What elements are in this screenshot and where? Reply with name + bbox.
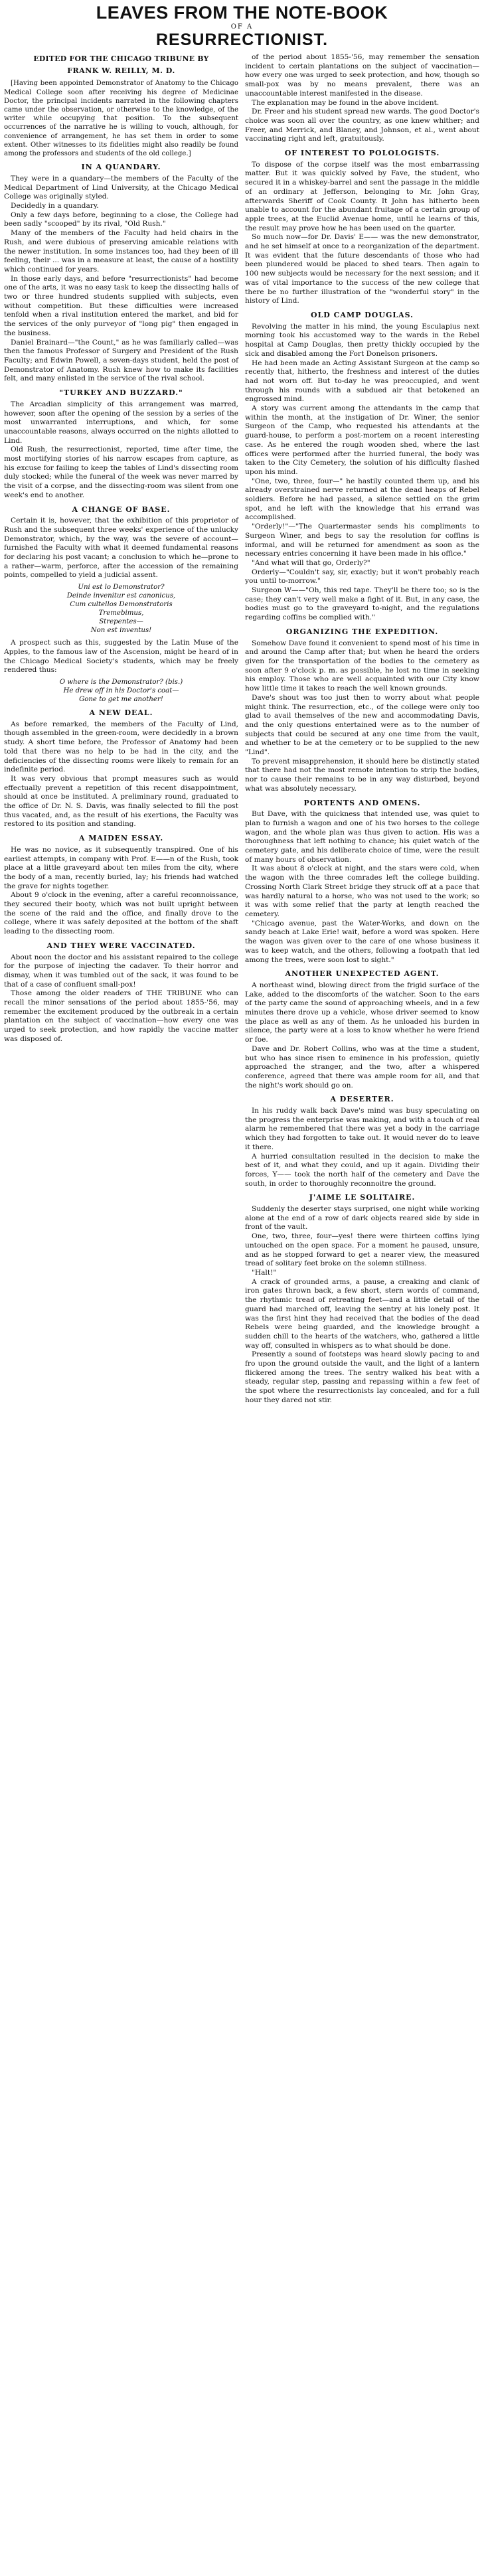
body-paragraph: Dave's shout was too just then to worry about what people might think. The resurrection, etc., of the college were only too glad to avail themselves of the new and accommodating Davis, and the only questions entertained were as to the number of subjects that could be secured at any one time from the vault, and whether to be at the cemetery or to be supplied to the new "Lind". (245, 693, 479, 757)
section-heading: A DESERTER. (330, 1095, 394, 1104)
body-paragraph: As before remarked, the members of the Faculty of Lind, though assembled in the green-room, were decidedly in a brown study. A short time before, the Professor of Anatomy had been told that there was no help to be had in the city, and the deficiencies of the dissecting rooms were likely to remain for an indefinite period. (4, 720, 238, 774)
body-paragraph: "Halt!" (252, 1269, 277, 1277)
body-paragraph: It was about 8 o'clock at night, and the stars were cold, when the wagon with the three comrades left the college building. Crossing North Clark Street bridge they struck off at a pace that was hardly natural to a horse, who was not used to the work; so it was with some relief that the party at length reached the cemetery. (245, 864, 479, 918)
body-paragraph: One, two, three, four—yes! there were thirteen coffins lying untouched on the open space. For a moment he paused, unsure, and as he stopped forward to get a nearer view, the measured tread of solitary feet broke on the solemn stillness. (245, 1232, 479, 1268)
body-paragraph: "One, two, three, four—" he hastily counted them up, and his already overstrained nerve returned at the dead heaps of Rebel soldiers. Before he had passed, a silence settled on the grim spot, and he left with the knowledge that his errand was accomplished. (245, 477, 479, 522)
body-paragraph: A northeast wind, blowing direct from the frigid surface of the Lake, added to the discomforts of the watcher. Soon to the ears of the party came the sound of approaching wheels, and in a few minutes there drove up a vehicle, whose driver seemed to know the place as well as any of them. As he unloaded his burden in silence, the party were at a loss to know whether he were friend or foe. (245, 981, 479, 1044)
section-heading: PORTENTS AND OMENS. (303, 798, 421, 807)
body-paragraph: A prospect such as this, suggested by the Latin Muse of the Apples, to the famous law of the Ascension, might be heard of in the Chicago Medical Society's students, which may be freely rendered thus: (4, 639, 238, 675)
body-paragraph: A story was current among the attendants in the camp that within the month, at the instigation of Dr. Winer, the senior Surgeon of the Camp, who requested his attendants at the guard-house, to perform a post-mortem on a recent interesting case. As he entered the rough wooden shed, where the last offices were performed after the hurried funeral, the body was taken to the City Cemetery, the solution of his difficulty flashed upon his mind. (245, 404, 479, 476)
section-heading: AND THEY WERE VACCINATED. (46, 941, 196, 950)
body-paragraph: Certain it is, however, that the exhibition of this proprietor of Rush and the subsequent three weeks' experience of the unlucky Demonstrator, which, by the way, was the severe of account—furnished the Faculty with what it deemed fundamental reasons for declaring his post vacant; a conclusion to which he—prone to a rather—warm, perforce, after the accession of the remaining points, compelled to yield a judicial assent. (4, 517, 238, 580)
body-paragraph: A crack of grounded arms, a pause, a creaking and clank of iron gates thrown back, a few short, stern words of command, the rhythmic tread of retreating feet—and a little detail of the guard had marched off, leaving the sentry at his lonely post. It was the first hint they had received that the bodies of the dead Rebels were being guarded, and the knowledge brought a sudden chill to the hearts of the watchers, who, gathered a little way off, consulted in whispers as to what should be done. (245, 1277, 479, 1350)
body-paragraph: Presently a sound of footsteps was heard slowly pacing to and fro upon the ground outside the vault, and the light of a lantern flickered among the trees. The sentry walked his beat with a steady, regular step, passing and repassing within a few feet of the spot where the resurrectionists lay concealed, and for a full hour they dared not stir. (245, 1350, 479, 1404)
section-heading: A NEW DEAL. (89, 708, 153, 717)
body-paragraph: Revolving the matter in his mind, the young Esculapius next morning took his accustomed way to the wards in the Rebel hospital at Camp Douglas, then pretty thickly occupied by the sick and disabled among the Fort Donelson prisoners. (245, 322, 479, 358)
body-paragraph: In his ruddy walk back Dave's mind was busy speculating on the progress the enterprise was making, and with a touch of real alarm he remembered that there was yet a body in the carriage which they had forgotten to take out. It would never do to leave it there. (245, 1107, 479, 1151)
section-heading: J'AIME LE SOLITAIRE. (309, 1193, 416, 1202)
body-paragraph: Old Rush, the resurrectionist, reported, time after time, the most mortifying stories of his narrow escapes from capture, as his excuse for failing to keep the tables of Lind's dissecting room duly stocked; while the funeral of the week was never marred by the visit of a corpse, and the dissecting-room was silent from one week's end to another. (4, 445, 238, 499)
body-paragraph: To prevent misapprehension, it should here be distinctly stated that there had not the most remote intention to strip the bodies, nor to cause their remains to be in any way disturbed, beyond what was absolutely necessary. (245, 757, 479, 793)
body-paragraph: About noon the doctor and his assistant repaired to the college for the purpose of injecting the cadaver. To their horror and dismay, when it was tumbled out of the sack, it was found to be that of a case of confluent small-pox! (4, 953, 238, 989)
body-paragraph: "Chicago avenue, past the Water-Works, and down on the sandy beach at Lake Erie! wait, before a word was spoken. Here the wagon was given over to the care of one whose business it was to keep watch, and the others, following a footpath that led among the trees, were soon lost to sight." (245, 919, 479, 964)
section-heading: A CHANGE OF BASE. (72, 505, 171, 514)
body-paragraph: They were in a quandary—the members of the Faculty of the Medical Department of Lind University, at the Chicago Medical College was originally styled. (4, 174, 238, 201)
body-paragraph: A hurried consultation resulted in the decision to make the best of it, and what they could, and up it again. Dividing their forces, Y—— took the north half of the cemetery and Dave the south, in order to thoroughly reconnoitre the ground. (245, 1152, 479, 1188)
body-paragraph: Suddenly the deserter stays surprised, one night while working alone at the end of a row of dark objects reared side by side in front of the vault. (245, 1205, 479, 1232)
section-heading: A MAIDEN ESSAY. (78, 834, 164, 843)
body-paragraph: He had been made an Acting Assistant Surgeon at the camp so recently that, hitherto, the freshness and interest of the duties had not worn off. But to-day he was preoccupied, and went through his rounds with a subdued air that betokened an engrossed mind. (245, 359, 479, 404)
body-paragraph: of the period about 1855-'56, may remember the sensation incident to certain plantations on the subject of vaccination—how every one was urged to seek protection, and how, though so small-pox was by no means prevalent, there was an unaccountable interest manifested in the disease. (245, 53, 479, 98)
byline-edited: EDITED FOR THE CHICAGO TRIBUNE BY (33, 54, 209, 63)
headline-connector: OF A (230, 23, 254, 31)
byline-author: FRANK W. REILLY, M. D. (67, 66, 175, 75)
body-paragraph: The Arcadian simplicity of this arrangement was marred, however, soon after the opening of the session by a series of the most unwarranted interruptions, and which, for some unaccountable reasons, always occurred on the nights allotted to Lind. (4, 400, 238, 445)
body-paragraph: The explanation may be found in the above incident. (252, 98, 440, 107)
body-paragraph: Surgeon W——"Oh, this red tape. They'll be there too; so is the case; they can't very well make a fight of it. But, in any case, the bodies must go to the graveyard to-night, and the regulations regarding coffins be complied with." (245, 586, 479, 622)
article-columns (4, 53, 480, 1406)
left-column (4, 53, 238, 1044)
body-paragraph: "Orderly!"—"The Quartermaster sends his compliments to Surgeon Winer, and begs to say the resolution for coffins is informal, and will be returned for amendment as soon as the necessary entries concerning it have been made in his office." (245, 523, 479, 558)
section-heading: "TURKEY AND BUZZARD." (59, 388, 183, 398)
headline-subtitle: RESURRECTIONIST. (155, 31, 329, 49)
section-heading: OLD CAMP DOUGLAS. (310, 310, 414, 319)
body-paragraph: He was no novice, as it subsequently transpired. One of his earliest attempts, in company with Prof. E——n of the Rush, took place at a little graveyard about ten miles from the city, where the body of a man, recently buried, lay; his friends had watched the grave for nights together. (4, 845, 238, 890)
body-paragraph: Orderly—"Couldn't say, sir, exactly; but it won't probably reach you until to-morrow." (245, 568, 479, 586)
body-paragraph: It was very obvious that prompt measures such as would effectually prevent a repetition of this recent disappointment, should at once be instituted. A preliminary round, graduated to the office of Dr. N. S. Davis, was finally selected to fill the post thus vacated, and, as the result of his exertions, the Faculty was restored to its position and standing. (4, 774, 238, 829)
body-paragraph: Many of the members of the Faculty had held chairs in the Rush, and were dubious of preserving amicable relations with the newer institution. In some instances too, had they been of ill feeling, their ... was in a measure at least, the cause of a hostility which continued for years. (4, 229, 238, 274)
masthead (4, 3, 480, 49)
body-paragraph: In those early days, and before "resurrectionists" had become one of the arts, it was no easy task to keep the dissecting halls of two or three hundred students supplied with subjects, even without competition. But these difficulties were increased tenfold when a rival institution entered the market, and bid for the services of the only purveyor of "long pig" then engaged in the business. (4, 274, 238, 337)
body-paragraph: "And what will that go, Orderly?" (252, 558, 370, 567)
body-paragraph: Dr. Freer and his student spread new wards. The good Doctor's choice was soon all over the country, as one knew whither; and Freer, and Merrick, and Blaney, and Johnson, et al., went about vaccinating right and left, gratuitously. (245, 108, 479, 143)
body-paragraph: Decidedly in a quandary. (11, 202, 99, 210)
body-paragraph: Somehow Dave found it convenient to spend most of his time in and around the Camp after that; but when he heard the orders given for the transportation of the bodies to the cemetery as soon after 9 o'clock p. m. as possible, he lost no time in seeking his employ. Those who are well acquainted with our City know how little time it takes to reach the well known grounds. (245, 639, 479, 693)
body-paragraph: But Dave, with the quickness that intended use, was quiet to plan to furnish a wagon and one of his two horses to the college wagon, and the whole plan was thus given to action. His was a thoroughness that left nothing to chance; his quiet watch of the cemetery gate, and his deliberate choice of time, were the result of many hours of observation. (245, 810, 479, 864)
body-paragraph: So much now—for Dr. Davis' E—— was the new demonstrator, and he set himself at once to a reorganization of the department. It was evident that the future descendants of those who had been plundered would be placed to shed tears. Then again to 100 new subjects would be necessary for the next session; and it was of vital importance to the success of the new college that there be no further illustration of the "wonderful story" in the history of Lind. (245, 233, 479, 305)
right-column (245, 53, 479, 1406)
body-paragraph: About 9 o'clock in the evening, after a careful reconnoissance, they secured their booty, which was not built upright between the scene of the raid and the office, and finally drove to the college, where it was safely deposited at the bottom of the shaft leading to the dissecting room. (4, 891, 238, 936)
section-heading: ANOTHER UNEXPECTED AGENT. (285, 969, 440, 979)
body-paragraph: Only a few days before, beginning to a close, the College had been sadly "scooped" by its rival, "Old Rush." (4, 210, 238, 228)
section-heading: ORGANIZING THE EXPEDITION. (285, 627, 439, 636)
body-paragraph: To dispose of the corpse itself was the most embarrassing matter. But it was quickly solved by Fave, the student, who secured it in a whiskey-barrel and sent the passage in the middle of an ordinary at Jefferson, belonging to Mr. John Gray, afterwards Sheriff of Cook County. It John has hitherto been unable to account for the abundant fruitage of a certain group of apple trees, at the Euclid Avenue home, until he learns of this, the result may prove how he has been used on the quarter. (245, 160, 479, 232)
section-heading: OF INTEREST TO POLOLOGISTS. (284, 149, 440, 158)
body-paragraph: Those among the older readers of THE TRIBUNE who can recall the minor sensations of the period about 1855-'56, may remember the excitement produced by the outbreak in a certain plantation on the subject of vaccination—how every one was urged to seek protection, and how rapidly the vaccine matter was disposed of. (4, 989, 238, 1043)
headline: LEAVES FROM THE NOTE-BOOK (96, 3, 388, 23)
intro-paragraph: [Having been appointed Demonstrator of Anatomy to the Chicago Medical College soon after receiving his degree of Medicinae Doctor, the principal incidents narrated in the following chapters came under the observation, or otherwise to the knowledge, of the writer while occupying that position. To the subsequent occurrences of the narrative he is willing to vouch, although, for convenience of arrangement, he has set them in order to some extent. Other witnesses to its fidelities might also readily be found among the professors and students of the old college.] (4, 80, 238, 158)
body-paragraph: Daniel Brainard—"the Count," as he was familiarly called—was then the famous Professor of Surgery and President of the Rush Faculty; and Edwin Powell, a seven-days student, held the post of Demonstrator of Anatomy. Rush knew how to make its facilities felt, and many enlisted in the service of the rival school. (4, 338, 238, 383)
section-heading: IN A QUANDARY. (81, 163, 161, 172)
body-paragraph: Dave and Dr. Robert Collins, who was at the time a student, but who has since risen to eminence in his profession, quietly approached the stranger, and the two, after a whispered conference, agreed that there was ample room for all, and that the night's work should go on. (245, 1044, 479, 1089)
verse-block: Uni est lo Demonstrator? Deinde invenitur est canonicus, Cum cultellos Demonstratoris Tremebimus, Strepentes— Non est inventus! (66, 584, 176, 635)
verse-block: O where is the Demonstrator? (bis.) He drew off in his Doctor's coat— Gone to get me another! (59, 678, 183, 703)
